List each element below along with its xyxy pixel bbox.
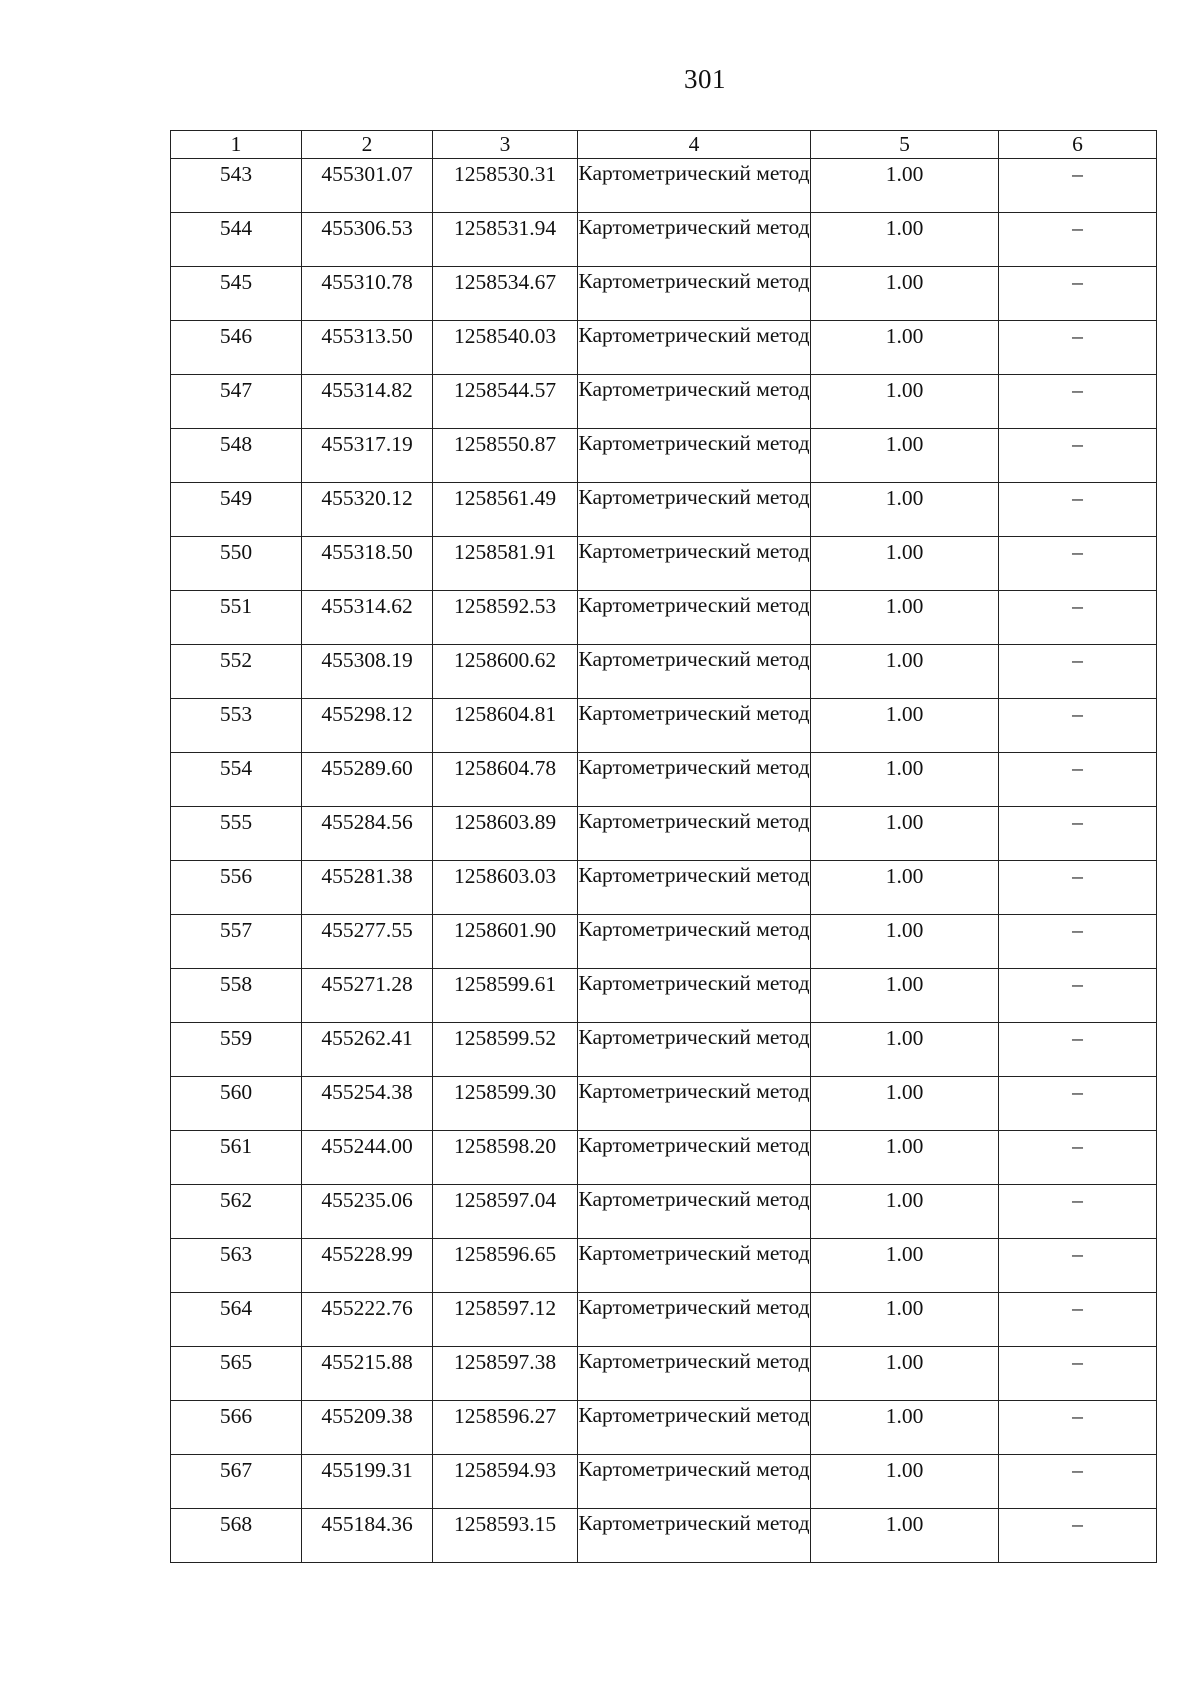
precision-cell: 1.00 [811, 969, 999, 1023]
method-cell: Картометрический метод [578, 645, 811, 699]
note-cell: – [999, 699, 1157, 753]
x-coordinate-cell: 455320.12 [302, 483, 433, 537]
x-coordinate-cell: 455281.38 [302, 861, 433, 915]
point-number-cell: 544 [171, 213, 302, 267]
note-cell: – [999, 753, 1157, 807]
table-row [171, 699, 1157, 753]
table-row [171, 1293, 1157, 1347]
method-cell: Картометрический метод [578, 915, 811, 969]
y-coordinate-cell: 1258597.04 [433, 1185, 578, 1239]
x-coordinate-cell: 455301.07 [302, 159, 433, 213]
note-cell: – [999, 861, 1157, 915]
table-row [171, 213, 1157, 267]
table-row [171, 483, 1157, 537]
point-number-cell: 565 [171, 1347, 302, 1401]
note-cell: – [999, 1239, 1157, 1293]
y-coordinate-cell: 1258599.30 [433, 1077, 578, 1131]
method-cell: Картометрический метод [578, 321, 811, 375]
note-cell: – [999, 1185, 1157, 1239]
method-cell: Картометрический метод [578, 591, 811, 645]
point-number-cell: 550 [171, 537, 302, 591]
y-coordinate-cell: 1258593.15 [433, 1509, 578, 1563]
note-cell: – [999, 1401, 1157, 1455]
note-cell: – [999, 1077, 1157, 1131]
table-row [171, 1185, 1157, 1239]
x-coordinate-cell: 455254.38 [302, 1077, 433, 1131]
y-coordinate-cell: 1258540.03 [433, 321, 578, 375]
column-header-2: 2 [302, 131, 433, 159]
x-coordinate-cell: 455314.82 [302, 375, 433, 429]
point-number-cell: 566 [171, 1401, 302, 1455]
precision-cell: 1.00 [811, 267, 999, 321]
x-coordinate-cell: 455209.38 [302, 1401, 433, 1455]
column-header-6: 6 [999, 131, 1157, 159]
x-coordinate-cell: 455228.99 [302, 1239, 433, 1293]
y-coordinate-cell: 1258597.38 [433, 1347, 578, 1401]
y-coordinate-cell: 1258599.52 [433, 1023, 578, 1077]
x-coordinate-cell: 455306.53 [302, 213, 433, 267]
y-coordinate-cell: 1258531.94 [433, 213, 578, 267]
column-header-4: 4 [578, 131, 811, 159]
x-coordinate-cell: 455271.28 [302, 969, 433, 1023]
x-coordinate-cell: 455222.76 [302, 1293, 433, 1347]
point-number-cell: 568 [171, 1509, 302, 1563]
y-coordinate-cell: 1258534.67 [433, 267, 578, 321]
x-coordinate-cell: 455284.56 [302, 807, 433, 861]
y-coordinate-cell: 1258561.49 [433, 483, 578, 537]
precision-cell: 1.00 [811, 1131, 999, 1185]
note-cell: – [999, 591, 1157, 645]
x-coordinate-cell: 455317.19 [302, 429, 433, 483]
note-cell: – [999, 1131, 1157, 1185]
table-row [171, 159, 1157, 213]
precision-cell: 1.00 [811, 1293, 999, 1347]
note-cell: – [999, 1023, 1157, 1077]
table-row [171, 429, 1157, 483]
precision-cell: 1.00 [811, 159, 999, 213]
note-cell: – [999, 537, 1157, 591]
y-coordinate-cell: 1258600.62 [433, 645, 578, 699]
x-coordinate-cell: 455235.06 [302, 1185, 433, 1239]
point-number-cell: 547 [171, 375, 302, 429]
x-coordinate-cell: 455310.78 [302, 267, 433, 321]
precision-cell: 1.00 [811, 375, 999, 429]
method-cell: Картометрический метод [578, 537, 811, 591]
method-cell: Картометрический метод [578, 159, 811, 213]
point-number-cell: 546 [171, 321, 302, 375]
point-number-cell: 549 [171, 483, 302, 537]
method-cell: Картометрический метод [578, 1131, 811, 1185]
table-row [171, 861, 1157, 915]
method-cell: Картометрический метод [578, 267, 811, 321]
y-coordinate-cell: 1258601.90 [433, 915, 578, 969]
table-row [171, 807, 1157, 861]
method-cell: Картометрический метод [578, 969, 811, 1023]
precision-cell: 1.00 [811, 429, 999, 483]
note-cell: – [999, 1455, 1157, 1509]
precision-cell: 1.00 [811, 537, 999, 591]
point-number-cell: 554 [171, 753, 302, 807]
coordinates-table-container [170, 130, 1156, 1563]
table-row [171, 645, 1157, 699]
x-coordinate-cell: 455289.60 [302, 753, 433, 807]
note-cell: – [999, 807, 1157, 861]
y-coordinate-cell: 1258597.12 [433, 1293, 578, 1347]
table-body [171, 159, 1157, 1563]
precision-cell: 1.00 [811, 915, 999, 969]
x-coordinate-cell: 455244.00 [302, 1131, 433, 1185]
y-coordinate-cell: 1258604.81 [433, 699, 578, 753]
table-header [171, 131, 1157, 159]
point-number-cell: 564 [171, 1293, 302, 1347]
table-row [171, 591, 1157, 645]
method-cell: Картометрический метод [578, 1023, 811, 1077]
method-cell: Картометрический метод [578, 429, 811, 483]
precision-cell: 1.00 [811, 645, 999, 699]
point-number-cell: 551 [171, 591, 302, 645]
precision-cell: 1.00 [811, 699, 999, 753]
table-row [171, 915, 1157, 969]
x-coordinate-cell: 455262.41 [302, 1023, 433, 1077]
note-cell: – [999, 159, 1157, 213]
point-number-cell: 557 [171, 915, 302, 969]
coordinates-table [170, 130, 1157, 1563]
method-cell: Картометрический метод [578, 483, 811, 537]
y-coordinate-cell: 1258594.93 [433, 1455, 578, 1509]
note-cell: – [999, 483, 1157, 537]
method-cell: Картометрический метод [578, 1509, 811, 1563]
point-number-cell: 548 [171, 429, 302, 483]
precision-cell: 1.00 [811, 321, 999, 375]
y-coordinate-cell: 1258530.31 [433, 159, 578, 213]
precision-cell: 1.00 [811, 1185, 999, 1239]
method-cell: Картометрический метод [578, 699, 811, 753]
table-row [171, 969, 1157, 1023]
note-cell: – [999, 321, 1157, 375]
table-row [171, 537, 1157, 591]
method-cell: Картометрический метод [578, 1347, 811, 1401]
x-coordinate-cell: 455184.36 [302, 1509, 433, 1563]
x-coordinate-cell: 455313.50 [302, 321, 433, 375]
note-cell: – [999, 1347, 1157, 1401]
point-number-cell: 560 [171, 1077, 302, 1131]
column-header-1: 1 [171, 131, 302, 159]
point-number-cell: 556 [171, 861, 302, 915]
note-cell: – [999, 375, 1157, 429]
x-coordinate-cell: 455199.31 [302, 1455, 433, 1509]
point-number-cell: 558 [171, 969, 302, 1023]
table-row [171, 1077, 1157, 1131]
precision-cell: 1.00 [811, 1077, 999, 1131]
method-cell: Картометрический метод [578, 1455, 811, 1509]
precision-cell: 1.00 [811, 1509, 999, 1563]
y-coordinate-cell: 1258596.65 [433, 1239, 578, 1293]
method-cell: Картометрический метод [578, 1293, 811, 1347]
y-coordinate-cell: 1258604.78 [433, 753, 578, 807]
point-number-cell: 552 [171, 645, 302, 699]
precision-cell: 1.00 [811, 213, 999, 267]
x-coordinate-cell: 455277.55 [302, 915, 433, 969]
note-cell: – [999, 915, 1157, 969]
x-coordinate-cell: 455298.12 [302, 699, 433, 753]
column-header-5: 5 [811, 131, 999, 159]
table-row [171, 1239, 1157, 1293]
table-row [171, 753, 1157, 807]
precision-cell: 1.00 [811, 1239, 999, 1293]
point-number-cell: 562 [171, 1185, 302, 1239]
precision-cell: 1.00 [811, 1401, 999, 1455]
y-coordinate-cell: 1258550.87 [433, 429, 578, 483]
table-row [171, 375, 1157, 429]
x-coordinate-cell: 455215.88 [302, 1347, 433, 1401]
x-coordinate-cell: 455314.62 [302, 591, 433, 645]
note-cell: – [999, 1509, 1157, 1563]
precision-cell: 1.00 [811, 483, 999, 537]
method-cell: Картометрический метод [578, 1239, 811, 1293]
x-coordinate-cell: 455318.50 [302, 537, 433, 591]
point-number-cell: 545 [171, 267, 302, 321]
table-row [171, 1401, 1157, 1455]
precision-cell: 1.00 [811, 861, 999, 915]
header-row [171, 131, 1157, 159]
table-row [171, 1509, 1157, 1563]
precision-cell: 1.00 [811, 591, 999, 645]
note-cell: – [999, 969, 1157, 1023]
y-coordinate-cell: 1258598.20 [433, 1131, 578, 1185]
point-number-cell: 553 [171, 699, 302, 753]
y-coordinate-cell: 1258599.61 [433, 969, 578, 1023]
method-cell: Картометрический метод [578, 213, 811, 267]
precision-cell: 1.00 [811, 807, 999, 861]
note-cell: – [999, 1293, 1157, 1347]
point-number-cell: 563 [171, 1239, 302, 1293]
table-row [171, 1131, 1157, 1185]
point-number-cell: 543 [171, 159, 302, 213]
precision-cell: 1.00 [811, 1347, 999, 1401]
method-cell: Картометрический метод [578, 1185, 811, 1239]
y-coordinate-cell: 1258544.57 [433, 375, 578, 429]
note-cell: – [999, 429, 1157, 483]
y-coordinate-cell: 1258581.91 [433, 537, 578, 591]
table-row [171, 1023, 1157, 1077]
method-cell: Картометрический метод [578, 861, 811, 915]
y-coordinate-cell: 1258603.89 [433, 807, 578, 861]
precision-cell: 1.00 [811, 1455, 999, 1509]
table-row [171, 1347, 1157, 1401]
column-header-3: 3 [433, 131, 578, 159]
point-number-cell: 555 [171, 807, 302, 861]
note-cell: – [999, 645, 1157, 699]
method-cell: Картометрический метод [578, 1401, 811, 1455]
y-coordinate-cell: 1258603.03 [433, 861, 578, 915]
note-cell: – [999, 267, 1157, 321]
table-row [171, 267, 1157, 321]
table-row [171, 321, 1157, 375]
x-coordinate-cell: 455308.19 [302, 645, 433, 699]
note-cell: – [999, 213, 1157, 267]
precision-cell: 1.00 [811, 1023, 999, 1077]
method-cell: Картометрический метод [578, 375, 811, 429]
y-coordinate-cell: 1258596.27 [433, 1401, 578, 1455]
precision-cell: 1.00 [811, 753, 999, 807]
point-number-cell: 559 [171, 1023, 302, 1077]
page-number: 301 [684, 64, 726, 94]
method-cell: Картометрический метод [578, 753, 811, 807]
y-coordinate-cell: 1258592.53 [433, 591, 578, 645]
method-cell: Картометрический метод [578, 807, 811, 861]
method-cell: Картометрический метод [578, 1077, 811, 1131]
table-row [171, 1455, 1157, 1509]
point-number-cell: 567 [171, 1455, 302, 1509]
point-number-cell: 561 [171, 1131, 302, 1185]
